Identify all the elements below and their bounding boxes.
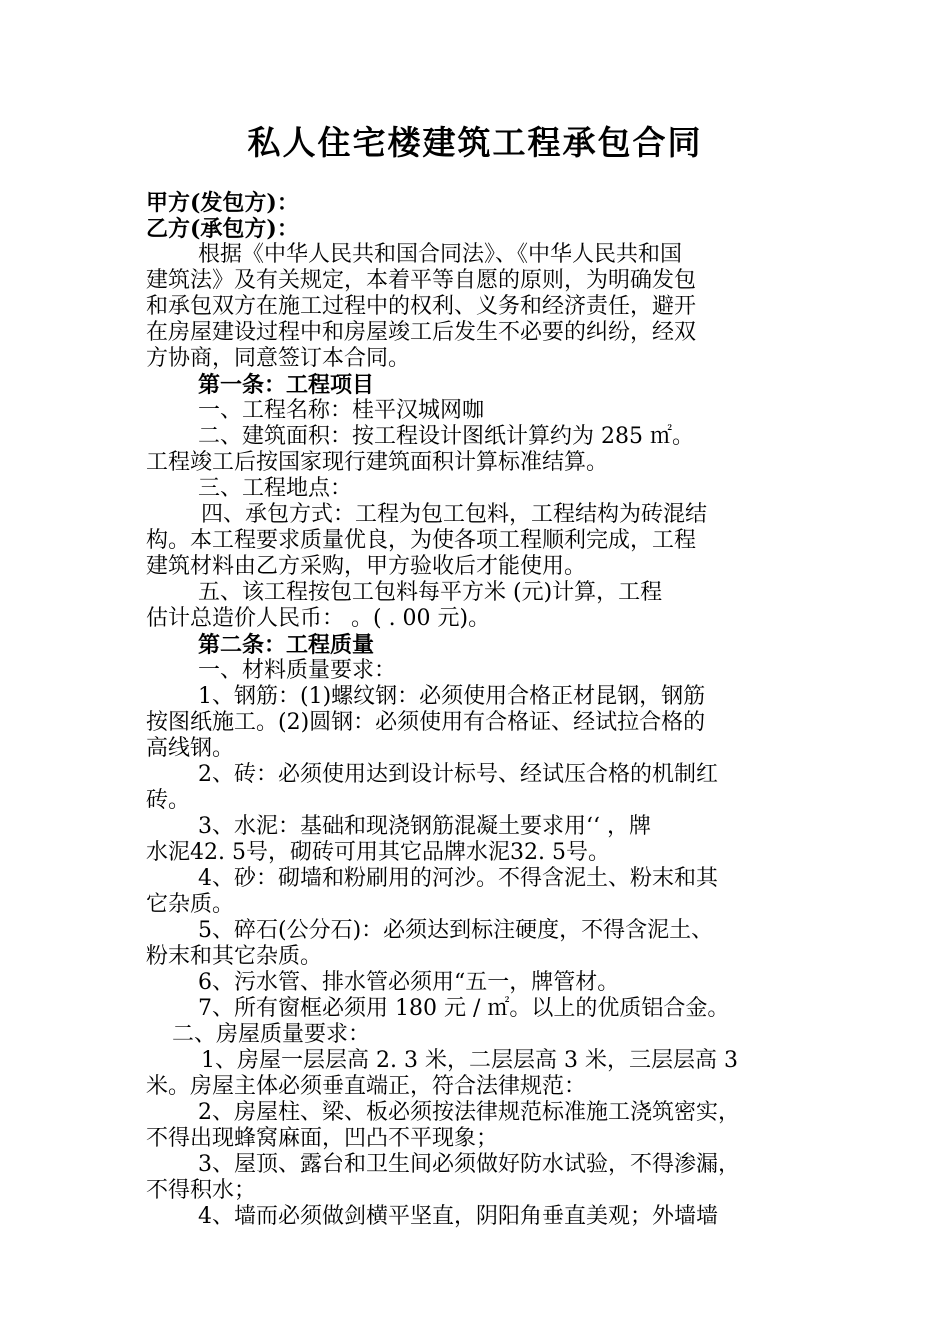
pricing-line: 五、该工程按包工包料每平方米 (元)计算，工程 — [198, 580, 663, 605]
article-1-heading: 第一条：工程项目 — [198, 372, 375, 398]
contract-method-line: 构。本工程要求质量优良，为使各项工程顺利完成，工程 — [146, 528, 697, 553]
article-2-heading: 第二条：工程质量 — [198, 632, 375, 658]
gravel-item: 粉末和其它杂质。 — [146, 944, 323, 969]
sand-item: 它杂质。 — [146, 892, 235, 917]
waterproof-item: 3、屋顶、露台和卫生间必须做好防水试验，不得渗漏， — [198, 1152, 740, 1177]
preamble-line: 根据《中华人民共和国合同法》、《中华人民共和国 — [198, 242, 683, 267]
preamble-line: 和承包双方在施工过程中的权利、义务和经济责任，避开 — [146, 294, 697, 319]
column-beam-item: 不得出现蜂窝麻面，凹凸不平现象； — [146, 1126, 499, 1151]
project-location-line: 三、工程地点： — [198, 476, 353, 501]
contract-method-line: 建筑材料由乙方采购，甲方验收后才能使用。 — [146, 554, 587, 579]
sand-item: 4、砂：砌墙和粉刷用的河沙。不得含泥土、粉末和其 — [198, 866, 718, 891]
gravel-item: 5、碎石(公分石)：必须达到标注硬度，不得含泥土、 — [198, 918, 714, 943]
column-beam-item: 2、房屋柱、梁、板必须按法律规范标准施工浇筑密实， — [198, 1100, 740, 1125]
material-quality-heading: 一、材料质量要求： — [198, 658, 397, 683]
house-quality-heading: 二、房屋质量要求： — [172, 1022, 371, 1047]
preamble-line: 在房屋建设过程中和房屋竣工后发生不必要的纠纷，经双 — [146, 320, 697, 345]
building-area-line: 工程竣工后按国家现行建筑面积计算标准结算。 — [146, 450, 609, 475]
cement-item: 3、水泥：基础和现浇钢筋混凝土要求用‘‘ ，牌 — [198, 814, 651, 839]
waterproof-item: 不得积水； — [146, 1178, 257, 1203]
brick-item: 砖。 — [146, 788, 191, 813]
steel-item: 高线钢。 — [146, 736, 235, 761]
party-b-line: 乙方(承包方)： — [146, 216, 299, 242]
pipe-item: 6、污水管、排水管必须用“五一，牌管材。 — [198, 970, 620, 995]
steel-item: 按图纸施工。(2)圆钢：必须使用有合格证、经试拉合格的 — [146, 710, 706, 735]
floor-height-item: 1、房屋一层层高 2. 3 米，二层层高 3 米，三层层高 3 — [201, 1048, 738, 1073]
contract-method-line: 四、承包方式：工程为包工包料，工程结构为砖混结 — [201, 502, 708, 527]
wall-item: 4、墙而必须做剑横平坚直，阴阳角垂直美观；外墙墙 — [198, 1204, 718, 1229]
building-area-line: 二、建筑面积：按工程设计图纸计算约为 285 ㎡。 — [198, 424, 694, 449]
preamble-line: 建筑法》及有关规定，本着平等自愿的原则，为明确发包 — [146, 268, 697, 293]
pricing-line: 估计总造价人民币： 。( . 00 元)。 — [146, 606, 491, 631]
steel-item: 1、钢筋：(1)螺纹钢：必须使用合格正材昆钢，钢筋 — [198, 684, 706, 709]
floor-height-item: 米。房屋主体必须垂直端正，符合法律规范： — [146, 1074, 587, 1099]
contract-title: 私人住宅楼建筑工程承包合同 — [247, 123, 703, 162]
party-a-line: 甲方(发包方)： — [146, 190, 299, 216]
project-name-line: 一、工程名称：桂平汉城网咖 — [198, 398, 485, 423]
cement-item: 水泥42. 5号，砌砖可用其它品牌水泥32. 5号。 — [146, 840, 610, 865]
contract-body — [146, 190, 814, 1230]
brick-item: 2、砖：必须使用达到设计标号、经试压合格的机制红 — [198, 762, 718, 787]
window-frame-item: 7、所有窗框必须用 180 元 / ㎡。以上的优质铝合金。 — [198, 996, 730, 1021]
preamble-line: 方协商，同意签订本合同。 — [146, 346, 411, 371]
